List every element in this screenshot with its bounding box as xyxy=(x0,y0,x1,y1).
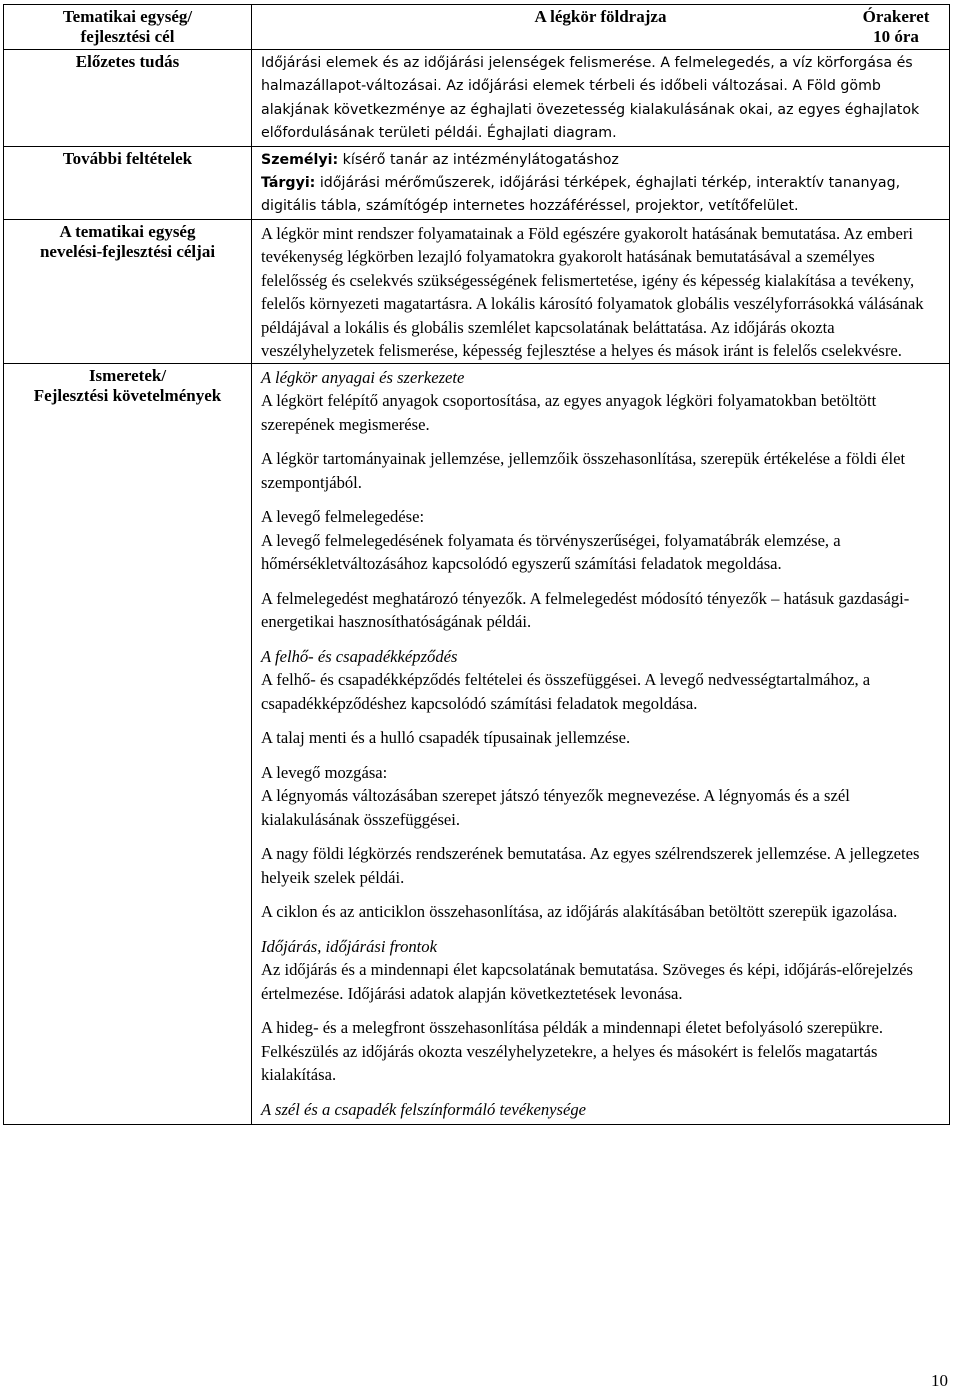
paragraph: Az időjárás és a mindennapi élet kapcsolatának bemutatása. Szöveges és képi, időjárás-előrejelzés értelmezése. Időjárási adatok alapján következtetések levonása. xyxy=(261,960,913,1003)
paragraph: A légkör tartományainak jellemzése, jellemzőik összehasonlítása, szerepük értékelése a földi élet szempontjából. xyxy=(261,449,906,492)
conditions-label-cell xyxy=(4,146,252,219)
prior-knowledge-label-cell xyxy=(4,50,252,147)
knowledge-cell xyxy=(252,363,950,1125)
section-title: A légkör anyagai és szerkezete xyxy=(261,367,465,387)
header-right-cell xyxy=(252,5,950,50)
material-conditions xyxy=(261,172,941,219)
conditions-cell xyxy=(252,146,950,219)
conditions-row xyxy=(4,146,950,219)
paragraph: A légkört felépítő anyagok csoportosítása, az egyes anyagok légköri folyamatokban betöltött szerepének megismerése. xyxy=(261,391,877,434)
goals-row xyxy=(4,219,950,363)
goals-cell xyxy=(252,219,950,363)
header-row xyxy=(4,5,950,50)
paragraph: A talaj menti és a hulló csapadék típusainak jellemzése. xyxy=(261,728,631,748)
prior-knowledge-row xyxy=(4,50,950,147)
paragraph: A légnyomás változásában szerepet játszó tényezők megnevezése. A légnyomás és a szél kialakulásának összefüggései. xyxy=(261,786,850,829)
prior-knowledge-cell xyxy=(252,50,950,147)
section-title: Időjárás, időjárási frontok xyxy=(261,936,437,956)
paragraph: A ciklon és az anticiklon összehasonlítása, az időjárás alakításában betöltött szerepük igazolása. xyxy=(261,902,898,922)
curriculum-table xyxy=(3,4,950,1125)
goals-text: A légkör mint rendszer folyamatainak a Föld egészére gyakorolt hatásának bemutatása. Az emberi tevékenység légkörben lezajló folyamatokra gyakorolt hatásának bemutatásával a személyes felelősség és cselekvés szükségességének felismertetése, igény és képesség kialakítása a tevékeny, felelős környezeti magatartásra. A lokális károsító folyamatok globális veszélyforrásokká válásának példájával a lokális és globális szemlélet kapcsolatának beláttatása. Az időjárás okozta veszélyhelyzetek felismerése, képesség fejlesztése a helyes és mások iránt is felelős cselekvésre. xyxy=(261,223,924,361)
paragraph: A hideg- és a melegfront összehasonlítása példák a mindennapi életet befolyásoló szerepükre. Felkészülés az időjárás okozta veszélyhelyzetekre, a helyes és másokért is felelős magatartás kialakítása. xyxy=(261,1018,884,1085)
personal-text: kísérő tanár az intézménylátogatáshoz xyxy=(338,151,619,168)
section-title: A szél és a csapadék felszínformáló tevékenysége xyxy=(261,1099,587,1119)
goals-label-line1: A tematikai egység xyxy=(59,221,196,241)
page-number: 10 xyxy=(931,1371,948,1390)
paragraph: A nagy földi légkörzés rendszerének bemutatása. Az egyes szélrendszerek jellemzése. A jellegzetes helyeik szelek példái. xyxy=(261,844,920,887)
header-left-line2: fejlesztési cél xyxy=(80,27,175,46)
prior-knowledge-text: Időjárási elemek és az időjárási jelenségek felismerése. A felmelegedés, a víz körforgása és halmazállapot-változásai. Az időjárási elemek térbeli és időbeli változásai. A Föld gömb alakjának következménye az éghajlati övezetesség kialakulásának okai, az egyes éghajlatok előfordulásának területi példái. Éghajlati diagram. xyxy=(261,55,920,142)
knowledge-label-cell xyxy=(4,363,252,1125)
knowledge-label-line2: Fejlesztési követelmények xyxy=(33,385,222,405)
prior-knowledge-label: Előzetes tudás xyxy=(75,52,180,71)
unit-title: A légkör földrajza xyxy=(534,7,667,26)
knowledge-label-line1: Ismeretek/ xyxy=(88,365,167,385)
material-text: időjárási mérőműszerek, időjárási térképek, éghajlati térkép, interaktív tananyag, digitális tábla, számítógép internetes hozzáféréssel, projektor, vetítőfelület. xyxy=(261,175,901,215)
hours-value: 10 óra xyxy=(873,27,919,46)
section-title: A felhő- és csapadékképződés xyxy=(261,646,458,666)
paragraph: A felmelegedést meghatározó tényezők. A felmelegedést módosító tényezők – hatásuk gazdasági-energetikai hasznosíthatóságának példái. xyxy=(261,588,910,632)
section-title: A levegő mozgása: xyxy=(261,762,388,782)
header-left-cell xyxy=(4,5,252,50)
section-title: A levegő felmelegedése: xyxy=(261,507,425,527)
paragraph: A levegő felmelegedésének folyamata és törvényszerűségei, folyamatábrák elemzése, a hőmérsékletváltozásához kapcsolódó egyszerű számítási feladatok megoldása. xyxy=(261,530,841,574)
knowledge-row xyxy=(4,363,950,1125)
conditions-label: További feltételek xyxy=(62,148,193,168)
personal-label: Személyi: xyxy=(261,151,339,168)
goals-label-cell xyxy=(4,219,252,363)
personal-conditions xyxy=(261,149,941,172)
header-left-line1: Tematikai egység/ xyxy=(62,7,193,26)
material-label: Tárgyi: xyxy=(261,175,316,192)
goals-label-line2: nevelési-fejlesztési céljai xyxy=(39,241,216,261)
hours-label: Órakeret xyxy=(862,7,930,26)
paragraph: A felhő- és csapadékképződés feltételei és összefüggései. A levegő nedvességtartalmához, a csapadékképződéshez kapcsolódó számítási feladatok megoldása. xyxy=(261,670,871,713)
